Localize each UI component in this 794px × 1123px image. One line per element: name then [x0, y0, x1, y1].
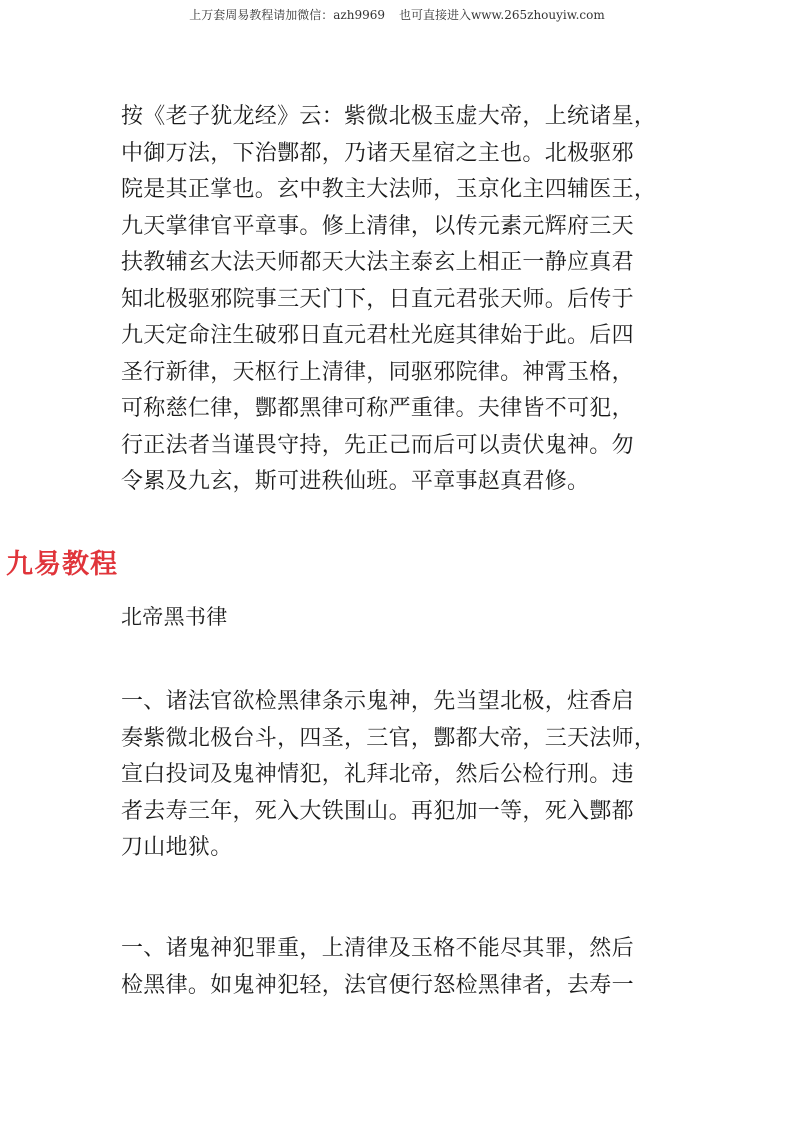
- text-line: 九天定命注生破邪日直元君杜光庭其律始于此。后四: [121, 323, 634, 348]
- watermark-logo: 九易教程: [6, 549, 118, 580]
- text-line: 刀山地狱。: [121, 835, 233, 860]
- page-header: [0, 6, 794, 23]
- text-line: 可称慈仁律，酆都黑律可称严重律。夫律皆不可犯，: [121, 396, 634, 421]
- header-wechat-text: 上万套周易教程请加微信：azh9969: [189, 8, 386, 22]
- header-website-text: 也可直接进入www.265zhouyiw.com: [399, 8, 605, 22]
- rule-paragraph-2: [121, 931, 701, 1004]
- text-line: 中御万法，下治酆都，乃诸天星宿之主也。北极驱邪: [121, 140, 634, 166]
- text-line: 院是其正掌也。玄中教主大法师，玉京化主四辅医王，: [121, 177, 657, 202]
- text-line: 按《老子犹龙经》云：紫微北极玉虚大帝，上统诸星，: [121, 104, 657, 129]
- text-line: 宣白投词及鬼神情犯，礼拜北帝，然后公检行刑。违: [121, 762, 634, 787]
- text-line: 圣行新律，天枢行上清律，同驱邪院律。神霄玉格，: [121, 359, 634, 385]
- text-line: 行正法者当谨畏守持，先正己而后可以责伏鬼神。勿: [121, 432, 634, 458]
- text-line: 令累及九玄，斯可进秩仙班。平章事赵真君修。: [121, 469, 590, 494]
- section-heading: [121, 599, 701, 636]
- text-line: 一、诸法官欲检黑律条示鬼神，先当望北极，炷香启: [121, 689, 634, 714]
- section-title: 北帝黑书律: [121, 605, 228, 629]
- text-line: 者去寿三年，死入大铁围山。再犯加一等，死入酆都: [121, 798, 634, 824]
- intro-paragraph: [121, 99, 701, 501]
- text-line: 奏紫微北极台斗，四圣，三官，酆都大帝，三天法师，: [121, 725, 657, 751]
- text-line: 九天掌律官平章事。修上清律，以传元素元辉府三天: [121, 213, 634, 239]
- text-line: 扶教辅玄大法天师都天大法主泰玄上相正一静应真君: [121, 250, 634, 275]
- text-line: 检黑律。如鬼神犯轻，法官便行怒检黑律者，去寿一: [121, 972, 634, 998]
- text-line: 一、诸鬼神犯罪重，上清律及玉格不能尽其罪，然后: [121, 936, 634, 961]
- rule-paragraph-1: [121, 684, 701, 867]
- text-line: 知北极驱邪院事三天门下，日直元君张天师。后传于: [121, 286, 634, 312]
